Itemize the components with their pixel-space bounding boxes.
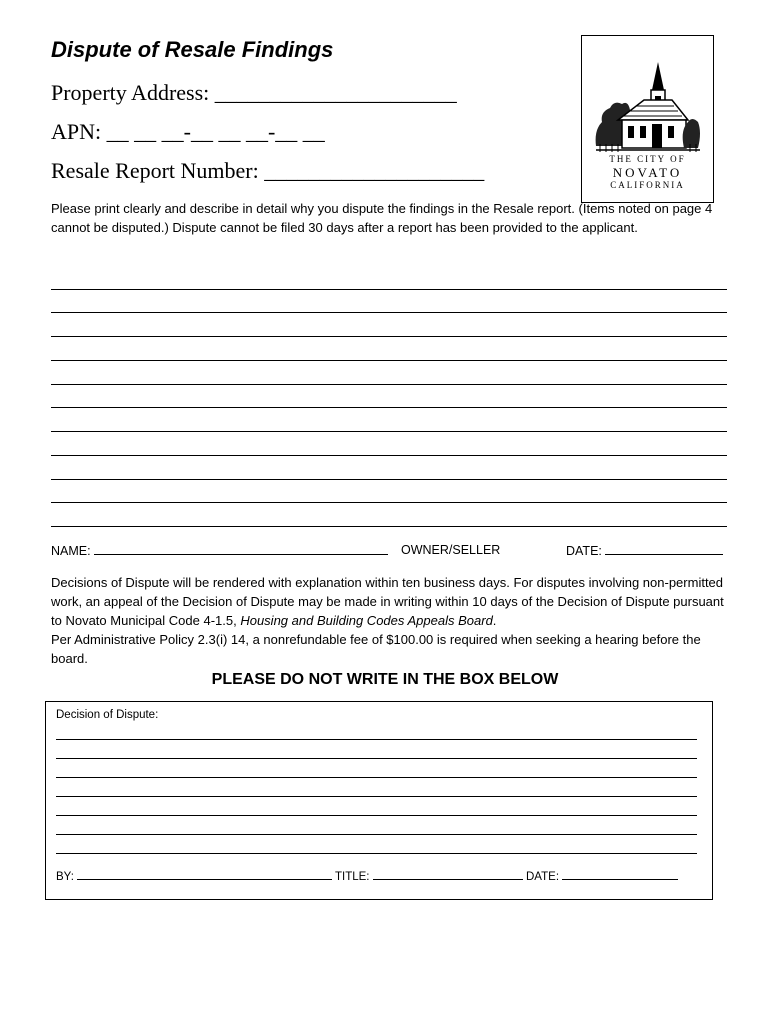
writing-line[interactable] [51,289,727,290]
signature-row [51,543,727,561]
by-field [56,869,332,883]
by-label: BY: [56,871,74,883]
by-blank[interactable] [77,869,332,880]
name-blank[interactable] [94,543,388,555]
logo-line-california: CALIFORNIA [610,180,685,190]
writing-line[interactable] [51,502,727,503]
writing-line[interactable] [51,479,727,480]
decision-line[interactable] [56,853,697,854]
apn-row [51,119,325,145]
decision-line[interactable] [56,834,697,835]
writing-line[interactable] [51,455,727,456]
apn-label: APN: [51,119,102,144]
decision-line[interactable] [56,796,697,797]
church-icon [594,60,702,156]
decision-line[interactable] [56,777,697,778]
resale-report-label: Resale Report Number: [51,158,259,183]
name-label: NAME: [51,544,91,558]
decisions-paragraph-1: Decisions of Dispute will be rendered with explanation within ten business days. For disputes involving non-permitted work, an appeal of the Decision of Dispute may be made in writing within 10 days of the Decision of Dispute pursuant to Novato Municipal Code 4-1.5, Housing and Building Codes Appeals Board. [51,575,724,628]
decision-date-blank[interactable] [562,869,678,880]
logo-line-novato: NOVATO [612,165,683,180]
property-address-blank[interactable]: ______________________ [214,80,457,105]
decision-line[interactable] [56,739,697,740]
decision-signature-row [56,869,706,885]
logo-line-city-of: THE CITY OF [609,154,686,164]
form-title: Dispute of Resale Findings [51,37,334,62]
decision-date-label: DATE: [526,871,560,883]
instructions-text: Please print clearly and describe in detail why you dispute the findings in the Resale report. (Items noted on page 4 cannot be disputed.) Dispute cannot be filed 30 days after a report has been provided to the applicant. [51,201,713,235]
decisions-paragraph-2: Per Administrative Policy 2.3(i) 14, a nonrefundable fee of $100.00 is required when seeking a hearing before the board. [51,632,701,666]
decision-line[interactable] [56,815,697,816]
writing-line[interactable] [51,312,727,313]
title-blank[interactable] [373,869,523,880]
writing-line[interactable] [51,384,727,385]
writing-line[interactable] [51,526,727,527]
writing-line[interactable] [51,407,727,408]
owner-seller-label: OWNER/SELLER [401,543,501,557]
decision-line[interactable] [56,758,697,759]
property-address-label: Property Address: [51,80,210,105]
date-field [566,543,723,558]
city-logo [581,35,714,203]
decision-box [45,701,713,900]
title-label: TITLE: [335,871,370,883]
resale-report-row [51,158,484,184]
decision-label: Decision of Dispute: [56,709,159,721]
appeals-board-name: Housing and Building Codes Appeals Board [240,613,493,628]
do-not-write-notice: PLEASE DO NOT WRITE IN THE BOX BELOW [211,671,559,688]
property-address-row [51,80,457,106]
date-label: DATE: [566,544,602,558]
name-field [51,543,388,558]
decision-date-field [526,869,678,883]
writing-line[interactable] [51,431,727,432]
resale-report-blank[interactable]: ____________________ [264,158,485,183]
writing-line[interactable] [51,336,727,337]
decisions-paragraph [51,573,736,668]
apn-blank[interactable]: __ __ __-__ __ __-__ __ [106,119,325,144]
writing-line[interactable] [51,360,727,361]
title-field [335,869,523,883]
date-blank[interactable] [605,543,723,555]
